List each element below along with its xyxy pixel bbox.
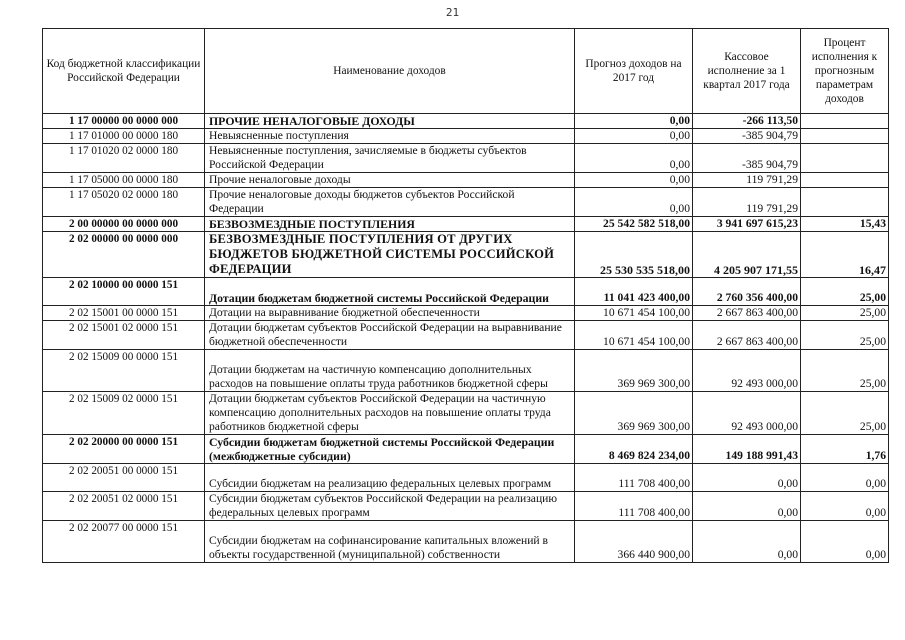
row-cash: 0,00 xyxy=(693,464,801,492)
table-row xyxy=(43,173,889,188)
row-cash: 4 205 907 171,55 xyxy=(693,232,801,278)
row-forecast: 366 440 900,00 xyxy=(575,521,693,563)
row-forecast: 369 969 300,00 xyxy=(575,392,693,435)
row-forecast: 0,00 xyxy=(575,144,693,173)
row-percent: 25,00 xyxy=(801,392,889,435)
row-percent xyxy=(801,129,889,144)
row-forecast: 0,00 xyxy=(575,114,693,129)
row-forecast: 11 041 423 400,00 xyxy=(575,278,693,306)
row-cash: -266 113,50 xyxy=(693,114,801,129)
table-header-row xyxy=(43,29,889,114)
row-forecast: 111 708 400,00 xyxy=(575,464,693,492)
row-code: 2 00 00000 00 0000 000 xyxy=(43,217,205,232)
row-code: 2 02 15001 00 0000 151 xyxy=(43,306,205,321)
row-cash: 0,00 xyxy=(693,521,801,563)
row-code: 2 02 20077 00 0000 151 xyxy=(43,521,205,563)
row-cash: 0,00 xyxy=(693,492,801,521)
income-table xyxy=(42,28,889,563)
table-row xyxy=(43,435,889,464)
table-row xyxy=(43,464,889,492)
row-percent: 25,00 xyxy=(801,321,889,350)
row-cash: -385 904,79 xyxy=(693,129,801,144)
header-forecast: Прогноз доходов на 2017 год xyxy=(575,29,693,114)
row-name: ПРОЧИЕ НЕНАЛОГОВЫЕ ДОХОДЫ xyxy=(205,114,575,129)
row-code: 2 02 20000 00 0000 151 xyxy=(43,435,205,464)
row-forecast: 8 469 824 234,00 xyxy=(575,435,693,464)
row-name: БЕЗВОЗМЕЗДНЫЕ ПОСТУПЛЕНИЯ ОТ ДРУГИХ БЮДЖЕТОВ БЮДЖЕТНОЙ СИСТЕМЫ РОССИЙСКОЙ ФЕДЕРАЦИИ xyxy=(205,232,575,278)
row-percent: 25,00 xyxy=(801,350,889,392)
row-code: 2 02 20051 02 0000 151 xyxy=(43,492,205,521)
row-cash: 92 493 000,00 xyxy=(693,350,801,392)
row-percent: 0,00 xyxy=(801,464,889,492)
table-row xyxy=(43,306,889,321)
row-cash: 3 941 697 615,23 xyxy=(693,217,801,232)
table-row xyxy=(43,188,889,217)
row-name: Субсидии бюджетам субъектов Российской Федерации на реализацию федеральных целевых программ xyxy=(205,492,575,521)
header-name: Наименование доходов xyxy=(205,29,575,114)
row-forecast: 0,00 xyxy=(575,188,693,217)
table-row xyxy=(43,492,889,521)
row-code: 2 02 00000 00 0000 000 xyxy=(43,232,205,278)
row-cash: 2 667 863 400,00 xyxy=(693,321,801,350)
row-name: Дотации бюджетам бюджетной системы Российской Федерации xyxy=(205,278,575,306)
table-row xyxy=(43,144,889,173)
table-row xyxy=(43,217,889,232)
header-cash: Кассовое исполнение за 1 квартал 2017 года xyxy=(693,29,801,114)
table-row xyxy=(43,392,889,435)
row-code: 2 02 15009 00 0000 151 xyxy=(43,350,205,392)
header-percent: Процент исполнения к прогнозным параметрам доходов xyxy=(801,29,889,114)
row-percent: 25,00 xyxy=(801,306,889,321)
row-forecast: 0,00 xyxy=(575,129,693,144)
row-forecast: 111 708 400,00 xyxy=(575,492,693,521)
row-code: 1 17 05020 02 0000 180 xyxy=(43,188,205,217)
row-percent: 16,47 xyxy=(801,232,889,278)
row-code: 2 02 20051 00 0000 151 xyxy=(43,464,205,492)
table-row xyxy=(43,321,889,350)
row-name: Прочие неналоговые доходы xyxy=(205,173,575,188)
table-row xyxy=(43,129,889,144)
row-forecast: 10 671 454 100,00 xyxy=(575,321,693,350)
row-forecast: 25 530 535 518,00 xyxy=(575,232,693,278)
row-percent: 0,00 xyxy=(801,521,889,563)
row-code: 2 02 15009 02 0000 151 xyxy=(43,392,205,435)
row-name: Субсидии бюджетам бюджетной системы Российской Федерации (межбюджетные субсидии) xyxy=(205,435,575,464)
row-forecast: 10 671 454 100,00 xyxy=(575,306,693,321)
row-cash: 149 188 991,43 xyxy=(693,435,801,464)
row-name: Дотации бюджетам на частичную компенсацию дополнительных расходов на повышение оплаты труда работников бюджетной сферы xyxy=(205,350,575,392)
row-percent: 0,00 xyxy=(801,492,889,521)
row-cash: 119 791,29 xyxy=(693,188,801,217)
row-forecast: 25 542 582 518,00 xyxy=(575,217,693,232)
row-name: Дотации бюджетам субъектов Российской Федерации на частичную компенсацию дополнительных расходов на повышение оплаты труда работников бюджетной сферы xyxy=(205,392,575,435)
row-cash: -385 904,79 xyxy=(693,144,801,173)
row-cash: 2 760 356 400,00 xyxy=(693,278,801,306)
table-row xyxy=(43,521,889,563)
row-percent: 25,00 xyxy=(801,278,889,306)
row-name: Невыясненные поступления, зачисляемые в бюджеты субъектов Российской Федерации xyxy=(205,144,575,173)
row-cash: 2 667 863 400,00 xyxy=(693,306,801,321)
row-code: 1 17 05000 00 0000 180 xyxy=(43,173,205,188)
table-row xyxy=(43,350,889,392)
row-forecast: 369 969 300,00 xyxy=(575,350,693,392)
header-code: Код бюджетной классификации Российской Федерации xyxy=(43,29,205,114)
row-name: Невыясненные поступления xyxy=(205,129,575,144)
row-code: 1 17 01020 02 0000 180 xyxy=(43,144,205,173)
row-name: БЕЗВОЗМЕЗДНЫЕ ПОСТУПЛЕНИЯ xyxy=(205,217,575,232)
table-row xyxy=(43,114,889,129)
row-name: Прочие неналоговые доходы бюджетов субъектов Российской Федерации xyxy=(205,188,575,217)
row-percent xyxy=(801,173,889,188)
row-percent xyxy=(801,114,889,129)
page-number: 21 xyxy=(445,6,460,19)
row-code: 1 17 00000 00 0000 000 xyxy=(43,114,205,129)
row-code: 2 02 10000 00 0000 151 xyxy=(43,278,205,306)
row-percent xyxy=(801,188,889,217)
table-row xyxy=(43,232,889,278)
row-name: Дотации на выравнивание бюджетной обеспеченности xyxy=(205,306,575,321)
row-code: 2 02 15001 02 0000 151 xyxy=(43,321,205,350)
row-forecast: 0,00 xyxy=(575,173,693,188)
row-percent: 15,43 xyxy=(801,217,889,232)
row-name: Субсидии бюджетам на реализацию федеральных целевых программ xyxy=(205,464,575,492)
row-cash: 92 493 000,00 xyxy=(693,392,801,435)
row-percent xyxy=(801,144,889,173)
row-name: Субсидии бюджетам на софинансирование капитальных вложений в объекты государственной (муниципальной) собственности xyxy=(205,521,575,563)
table-row xyxy=(43,278,889,306)
row-cash: 119 791,29 xyxy=(693,173,801,188)
row-code: 1 17 01000 00 0000 180 xyxy=(43,129,205,144)
row-percent: 1,76 xyxy=(801,435,889,464)
row-name: Дотации бюджетам субъектов Российской Федерации на выравнивание бюджетной обеспеченности xyxy=(205,321,575,350)
